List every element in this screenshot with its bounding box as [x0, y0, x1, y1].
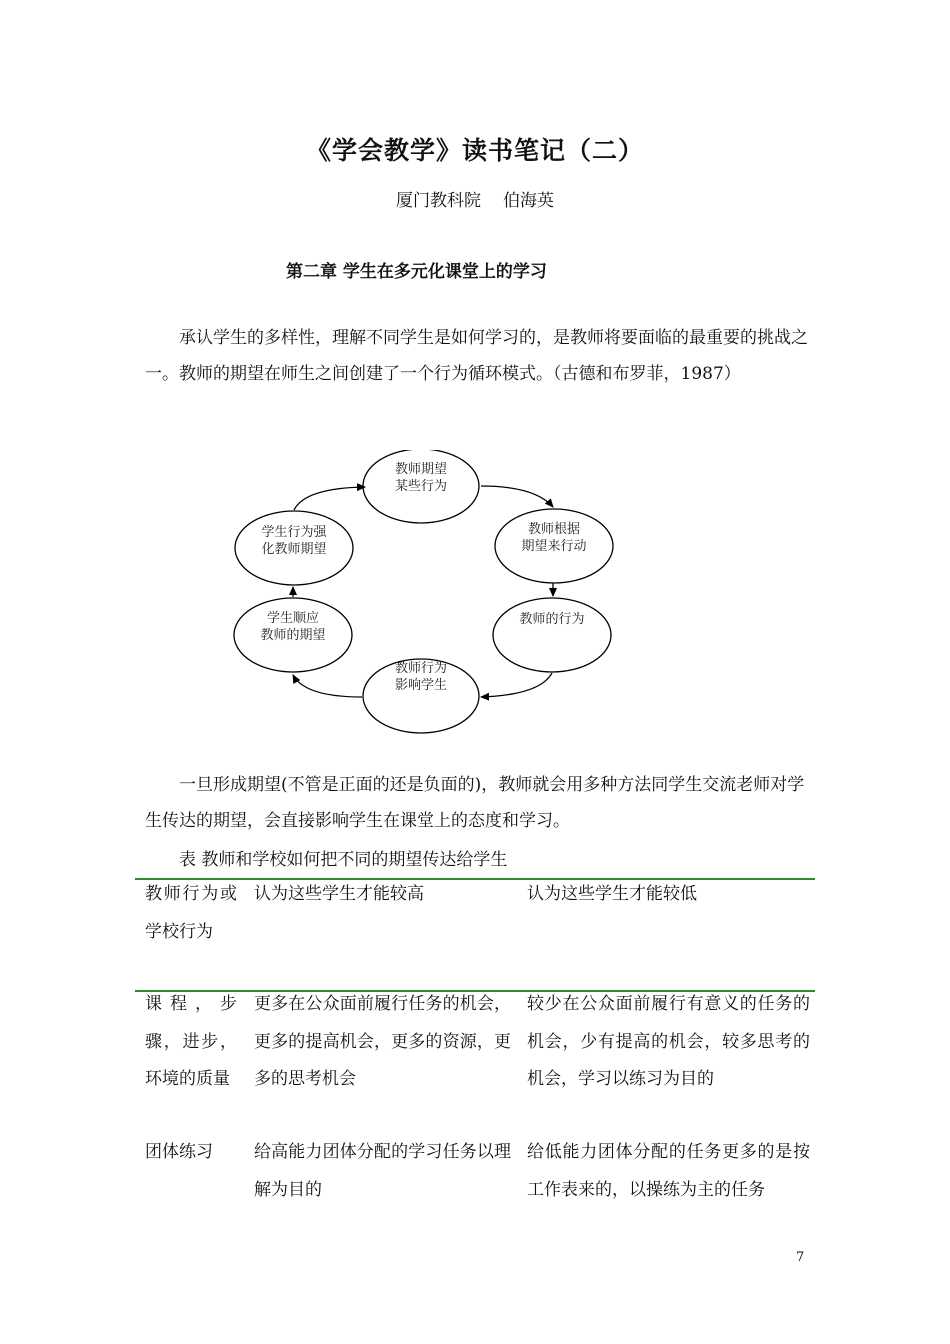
table-caption: 表 教师和学校如何把不同的期望传达给学生	[179, 850, 508, 870]
cycle-node-5-label: 学生顺应教师的期望	[260, 611, 326, 643]
cycle-node-2-label: 教师根据期望来行动	[521, 522, 587, 554]
chapter-heading: 第二章 学生在多元化课堂上的学习	[286, 262, 547, 282]
cycle-node-6-label: 学生行为强化教师期望	[261, 525, 327, 557]
author-name: 伯海英	[503, 191, 554, 211]
author-line	[0, 186, 950, 211]
page-number: 7	[796, 1250, 805, 1265]
expectation-cycle-diagram	[225, 450, 625, 740]
cycle-arrow-1	[481, 486, 553, 507]
cycle-node-4-label: 教师行为影响学生	[394, 661, 448, 693]
table-cell: 给低能力团体分配的任务更多的是按工作表来的，以操练为主的任务	[527, 1142, 810, 1200]
table-cell: 较少在公众面前履行有意义的任务的机会，少有提高的机会，较多思考的机会，学习以练习为目的	[527, 994, 810, 1089]
table-header-cell: 认为这些学生才能较高	[254, 884, 424, 904]
cycle-arrow-6	[294, 487, 365, 510]
paragraph-intro: 承认学生的多样性，理解不同学生是如何学习的，是教师将要面临的最重要的挑战之一。教师的期望在师生之间创建了一个行为循环模式。（古德和布罗菲，1987）	[145, 328, 808, 384]
document-title: 《学会教学》读书笔记（二）	[305, 136, 644, 165]
cycle-node-3-label: 教师的行为	[519, 612, 585, 627]
table-cell: 更多在公众面前履行任务的机会，更多的提高机会，更多的资源，更多的思考机会	[254, 994, 511, 1089]
cycle-arrow-3	[481, 673, 552, 697]
author-org: 厦门教科院	[396, 191, 481, 211]
table-header-cell: 教师行为或学校行为	[145, 884, 237, 942]
cycle-node-3	[493, 598, 611, 672]
table-cell: 给高能力团体分配的学习任务以理解为目的	[254, 1142, 511, 1200]
table-cell: 课程，步骤，进步，环境的质量	[145, 994, 237, 1089]
paragraph-expectations: 一旦形成期望(不管是正面的还是负面的)，教师就会用多种方法同学生交流老师对学生传达的期望，会直接影响学生在课堂上的态度和学习。	[145, 775, 805, 831]
cycle-node-1-label: 教师期望某些行为	[394, 462, 448, 494]
cycle-arrow-4	[293, 675, 362, 697]
table-cell: 团体练习	[145, 1142, 213, 1162]
table-header-cell: 认为这些学生才能较低	[527, 884, 697, 904]
